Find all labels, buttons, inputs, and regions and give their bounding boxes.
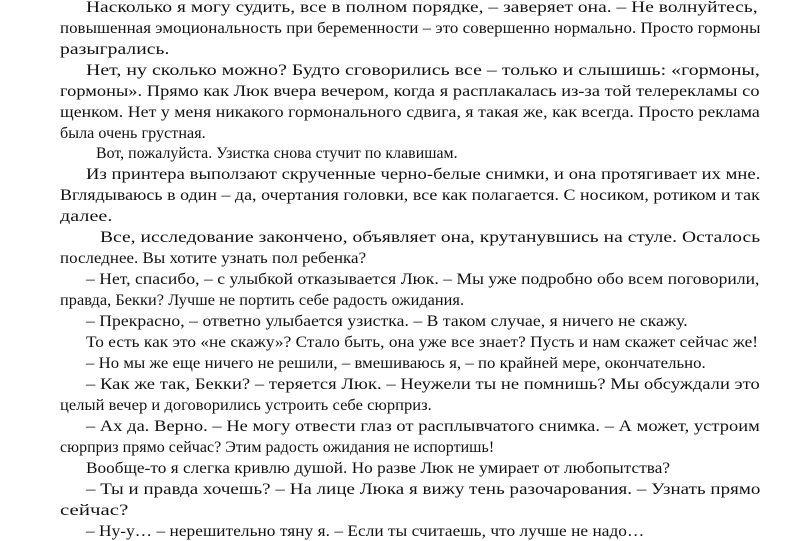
text-line: – Ты и правда хочешь? – На лице Люка я вижу тень разочарования. – Узнать прямо (86, 480, 761, 498)
text-line: сюрприз прямо сейчас? Этим радость ожидания не испортишь! (60, 438, 495, 456)
text-line: гормоны». Прямо как Люк вчера вечером, когда я расплакалась из-за той телерекламы со (60, 82, 760, 100)
text-line: – Но мы же еще ничего не решили, – вмешиваюсь я, – по крайней мере, окончательно. (86, 354, 706, 372)
text-line: правда, Бекки? Лучше не портить себе радость ожидания. (60, 291, 465, 309)
text-line: последнее. Вы хотите узнать пол ребенка? (60, 249, 367, 267)
text-line: далее. (60, 207, 113, 225)
text-line: – Нет, спасибо, – с улыбкой отказывается Люк. – Мы уже подробно обо всем поговорили, (86, 270, 760, 288)
text-line: сейчас? (60, 501, 129, 519)
text-line: щенком. Нет у меня никакого гормонального сдвига, я такая же, как всегда. Просто реклама (60, 103, 760, 121)
text-line: Вглядываюсь в один – да, очертания головки, все как полагается. С носиком, ротиком и так (60, 186, 760, 204)
text-line: Нет, ну сколько можно? Будто сговорились все – только и слышишь: «гормоны, (86, 61, 760, 79)
text-line: – Прекрасно, – ответно улыбается узистка. – В таком случае, я ничего не скажу. (86, 312, 688, 330)
text-line: повышенная эмоциональность при беременности – это совершенно нормально. Просто гормоны (60, 19, 761, 37)
text-line: То есть как это «не скажу»? Стало быть, она уже все знает? Пусть и нам скажет сейчас же! (86, 333, 759, 351)
text-line: Из принтера выползают скрученные черно-белые снимки, и она протягивает их мне. (86, 165, 761, 183)
text-line: была очень грустная. (60, 124, 206, 142)
text-line: Вот, пожалуйста. Узистка снова стучит по клавишам. (96, 144, 458, 162)
text-line: – Как же так, Бекки? – теряется Люк. – Неужели ты не помнишь? Мы обсуждали это (86, 375, 760, 393)
text-line: Вообще-то я слегка кривлю душой. Но разве Люк не умирает от любопытства? (86, 459, 671, 477)
text-line: Все, исследование закончено, объявляет она, крутанувшись на стуле. Осталось (100, 228, 761, 246)
text-line: – Ах да. Верно. – Не могу отвести глаз от расплывчатого снимка. – А может, устроим (86, 417, 760, 435)
text-line: – Ну-у… – нерешительно тяну я. – Если ты считаешь, что лучше не надо… (86, 522, 645, 540)
text-line: разыгрались. (60, 40, 170, 58)
text-line: Насколько я могу судить, все в полном порядке, – заверяет она. – Не волнуйтесь, (86, 0, 758, 16)
text-line: целый вечер и договорились устроить себе сюрприз. (60, 396, 432, 414)
